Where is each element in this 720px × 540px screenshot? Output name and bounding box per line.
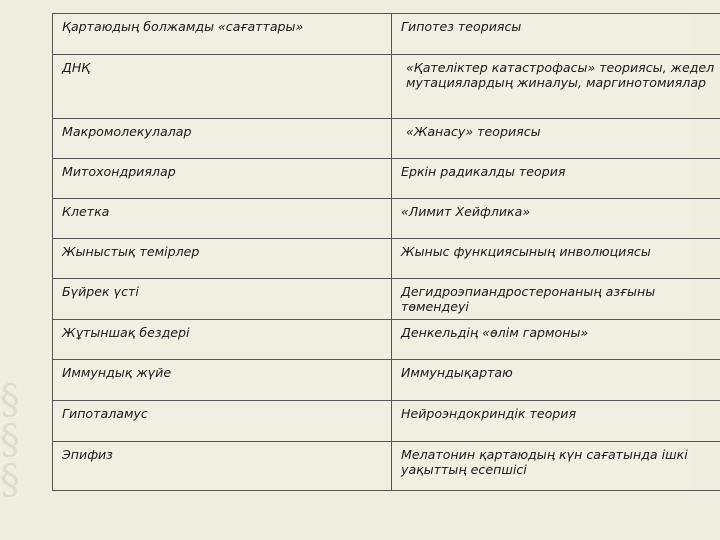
row-clock-cell: Жұтыншақ бездері	[53, 320, 392, 360]
row-clock-cell: ДНҚ	[53, 55, 392, 119]
row-theory-cell: Еркін радикалды теория	[392, 159, 720, 199]
table-header-row	[53, 14, 720, 55]
table-row	[53, 239, 720, 279]
theories-table	[52, 13, 720, 491]
table-row	[53, 279, 720, 320]
row-clock-cell: Гипоталамус	[53, 401, 392, 442]
row-theory-cell: Иммундықартаю	[392, 360, 720, 401]
row-clock-cell: Эпифиз	[53, 442, 392, 491]
header-clocks: Қартаюдың болжамды «сағаттары»	[53, 14, 392, 55]
row-theory-cell: Нейроэндокриндік теория	[392, 401, 720, 442]
table-row	[53, 320, 720, 360]
row-clock-cell: Жыныстық темірлер	[53, 239, 392, 279]
row-clock-cell: Макромолекулалар	[53, 119, 392, 159]
row-theory-cell: Жыныс функциясының инволюциясы	[392, 239, 720, 279]
table-row	[53, 401, 720, 442]
table-row	[53, 442, 720, 491]
table-row	[53, 159, 720, 199]
table-row	[53, 199, 720, 239]
row-clock-cell: Иммундық жүйе	[53, 360, 392, 401]
row-clock-cell: Митохондриялар	[53, 159, 392, 199]
row-theory-cell: «Лимит Хейфлика»	[392, 199, 720, 239]
table-row	[53, 55, 720, 119]
row-theory-cell: Дегидроэпиандростеронаның азғыны төмендеуі	[392, 279, 720, 320]
header-theories: Гипотез теориясы	[392, 14, 720, 55]
background-decoration: § § §	[0, 377, 20, 503]
row-theory-cell: «Жанасу» теориясы	[392, 119, 720, 159]
row-theory-cell: Мелатонин қартаюдың күн сағатында ішкі уақыттың есепшісі	[392, 442, 720, 491]
row-theory-cell: Денкельдің «өлім гармоны»	[392, 320, 720, 360]
row-clock-cell: Клетка	[53, 199, 392, 239]
theories-table-sheet	[52, 13, 715, 490]
table-row	[53, 119, 720, 159]
table-row	[53, 360, 720, 401]
row-theory-cell: «Қателіктер катастрофасы» теориясы, жедел мутациялардың жиналуы, маргинотомиялар	[392, 55, 720, 119]
row-clock-cell: Бүйрек үсті	[53, 279, 392, 320]
